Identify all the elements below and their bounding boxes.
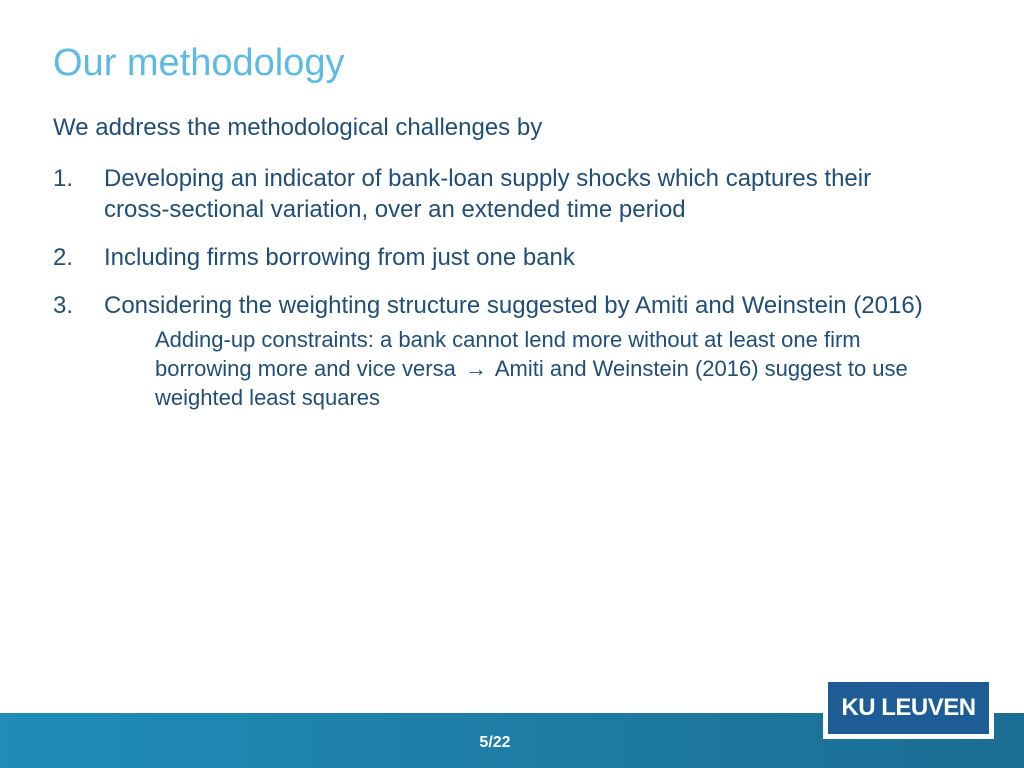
methodology-list (53, 163, 953, 412)
subpoint-text (104, 325, 945, 412)
ku-leuven-logo (823, 677, 994, 739)
subpoint-after-arrow: Amiti and Weinstein (2016) suggest to use weighted least squares (155, 356, 908, 410)
list-item-text: Developing an indicator of bank-loan supply shocks which captures their cross-sectional variation, over an extended time period (104, 165, 872, 223)
intro-text: We address the methodological challenges by (53, 114, 543, 141)
arrow-right-icon: → (464, 356, 487, 381)
list-item-with-subpoint (53, 290, 953, 412)
list-item (53, 163, 953, 225)
subpoint-before-arrow: Adding-up constraints: a bank cannot lend more without at least one firm borrowing more and vice versa (155, 327, 861, 381)
list-number: 1. (53, 165, 74, 192)
list-number: 2. (53, 244, 74, 271)
list-item-text: Considering the weighting structure suggested by Amiti and Weinstein (2016) (104, 292, 923, 319)
list-item-text: Including firms borrowing from just one bank (104, 244, 575, 271)
page-number: 5/22 (479, 734, 511, 751)
list-item (53, 242, 953, 273)
logo-text: KU LEUVEN (841, 694, 976, 721)
list-number: 3. (53, 292, 74, 319)
list-item (53, 290, 953, 321)
slide-title: Our methodology (53, 42, 345, 84)
